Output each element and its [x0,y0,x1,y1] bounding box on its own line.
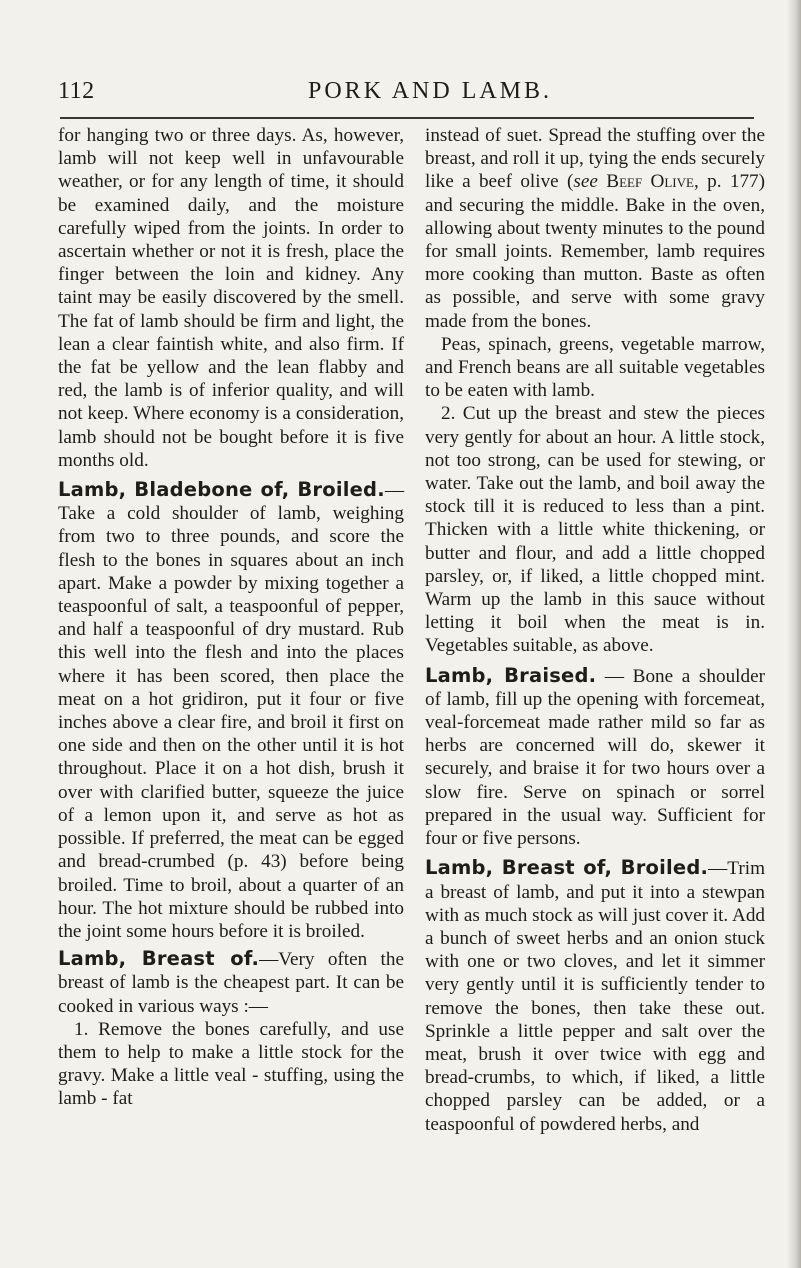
entry-lamb-braised [425,664,765,851]
entry-lamb-breast-broiled [425,856,765,1135]
entry-heading: Lamb, Breast of, Broiled. [425,856,709,880]
entry-body: —Very often the breast of lamb is the cheapest part. It can be cooked in various ways :— [58,949,404,1017]
entry-lamb-bladebone [58,478,404,943]
right-column [425,124,765,1136]
entry-body: —Trim a breast of lamb, and put it into a stewpan with as much stock as will just cover it. Add a bunch of sweet herbs and an onion stuck with one or two cloves, and let it simmer very gently until it is sufficiently tender to remove the bones, then take these out. Sprinkle a little pepper and salt over the meat, brush it over twice with egg and bread-crumbs, to which, if liked, a little chopped parsley can be added, or a teaspoonful of powdered herbs, and [425,858,766,1135]
header-rule [60,117,754,119]
entry-lamb-breast [58,947,404,1018]
continued-paragraph: instead of suet. Spread the stuffing over the breast, and roll it up, tying the ends securely like a beef olive (see Beef Olive, p. 177) and securing the middle. Bake in the oven, allowing about twenty minutes to the pound for small joints. Remember, lamb requires more cooking than mutton. Baste as often as possible, and serve with some gravy made from the bones. [425,125,766,332]
cross-reference: Beef Olive [606,171,694,193]
left-column [58,124,404,1111]
running-title: PORK AND LAMB. [308,78,553,104]
numbered-item: 2. Cut up the breast and stew the pieces very gently for about an hour. A little stock, not too strong, can be used for stewing, or water. Take out the lamb, and boil away the stock till it is reduced to less than a pint. Thicken with a little white thickening, or butter and flour, and add a little chopped parsley, or, if liked, a little chopped mint. Warm up the lamb in this sauce without letting it boil when the meat is in. Vegetables suitable, as above. [425,403,765,657]
entry-body: — Bone a shoulder of lamb, fill up the opening with forcemeat, veal-forcemeat made rather mild so far as herbs are concerned will do, skewer it securely, and braise it for two hours over a slow fire. Serve on spinach or sorrel prepared in the usual way. Sufficient for four or five persons. [425,665,765,850]
vegetables-paragraph: Peas, spinach, greens, vegetable marrow, and French beans are all suitable vegetables to be eaten with lamb. [425,333,765,402]
intro-paragraph: for hanging two or three days. As, however, lamb will not keep well in unfavourable weather, or for any length of time, it should be examined daily, and the moisture carefully wiped from the joints. In order to ascertain whether or not it is fresh, place the finger between the loin and kidney. Any taint may be easily discovered by the smell. The fat of lamb should be firm and light, the lean a clear faintish white, and also firm. If the fat be yellow and the lean flabby and red, the lamb is of inferior quality, and will not keep. Where economy is a consideration, lamb should not be bought before it is five months old. [58,125,404,471]
page-number: 112 [58,78,95,104]
page-edge-shadow [787,0,801,1268]
entry-body: —Take a cold shoulder of lamb, weighing from two to three pounds, and score the flesh to the bones in squares about an inch apart. Make a powder by mixing together a teaspoonful of salt, a teaspoonful of pepper, and half a teaspoonful of dry mustard. Rub this well into the flesh and into the places where it has been scored, then place the meat on a hot gridiron, put it four or five inches above a clear fire, and broil it first on one side and then on the other until it is hot throughout. Place it on a hot dish, brush it over with clarified butter, squeeze the juice of a lemon upon it, and serve as hot as possible. If preferred, the meat can be egged and bread-crumbed (p. 43) before being broiled. Time to broil, about a quarter of an hour. The hot mixture should be rubbed into the joint some hours before it is broiled. [58,480,404,942]
entry-heading: Lamb, Breast of. [58,947,260,971]
page-header [58,78,748,108]
entry-heading: Lamb, Braised. [425,663,597,687]
entry-heading: Lamb, Bladebone of, Broiled. [58,478,385,502]
see-word: see [573,171,598,193]
numbered-item: 1. Remove the bones carefully, and use them to help to make a little stock for the gravy. Make a little veal - stuffing, using the lamb - fat [58,1018,404,1110]
